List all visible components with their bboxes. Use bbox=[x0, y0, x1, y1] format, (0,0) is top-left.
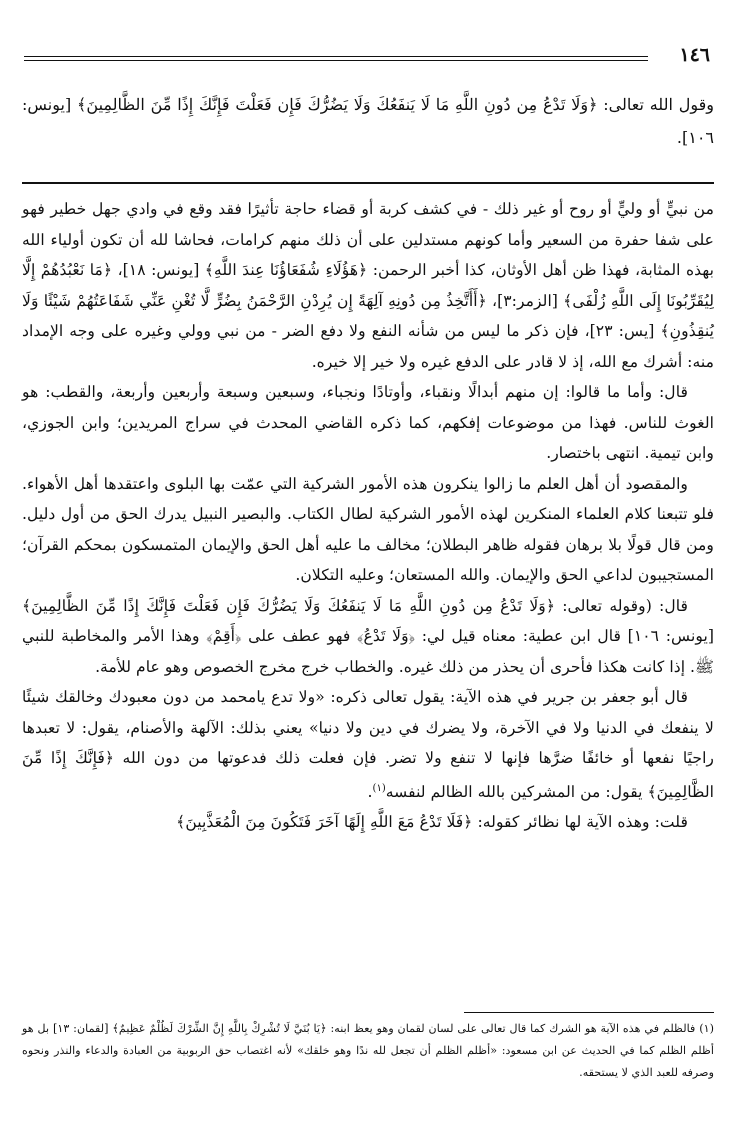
footnote-1: (١) فالظلم في هذه الآية هو الشرك كما قال تعالى على لسان لقمان وهو يعظ ابنه: ﴿يَا بُنَيَّ لَا تُشْرِكْ بِاللَّهِ إِنَّ الشِّرْكَ لَظُلْمٌ عَظِيمٌ﴾ [لقمان: ١٣] بل هو أظلم الظلم كما في الحديث عن ابن مسعود: «أظلم الظلم أن تجعل لله ندًا وهو خلقك» لأنه اغتصاب حق الربوبية من العبادة والدعاء والنذر ونحوه وصرفه للعبد الذي لا يستحقه. bbox=[22, 1022, 714, 1079]
paragraph-4: قال: (وقوله تعالى: ﴿وَلَا تَدْعُ مِن دُونِ اللَّهِ مَا لَا يَنفَعُكَ وَلَا يَضُرُّكَ فَإِن فَعَلْتَ فَإِنَّكَ إِذًا مِّنَ الظَّالِمِينَ﴾ [يونس: ١٠٦] قال ابن عطية: معناه قيل لي: ﴿وَلَا تَدْعُ﴾ فهو عطف على ﴿أَقِمْ﴾ وهذا الأمر والمخاطبة للنبي ﷺ. إذا كانت هكذا فأحرى أن يحذر من ذلك غيره. والخطاب خرج مخرج الخصوص وهو عام للأمة. bbox=[22, 595, 714, 676]
paragraph-1: من نبيٍّ أو وليٍّ أو روح أو غير ذلك - في كشف كربة أو قضاء حاجة تأثيرًا فقد وقع في وادي جهل خطير فهو على شفا حفرة من السعير وأما كونهم مستدلين على أن ذلك منهم كرامات، فحاشا لله أن تكون أولياء الله بهذه المثابة، فهذا ظن أهل الأوثان، كذا أخبر الرحمن: ﴿هَؤُلَاءِ شُفَعَاؤُنَا عِندَ اللَّهِ﴾ [يونس: ١٨]، ﴿مَا نَعْبُدُهُمْ إِلَّا لِيُقَرِّبُونَا إِلَى اللَّهِ زُلْفَى﴾ [الزمر:٣]، ﴿أَأَتَّخِذُ مِن دُونِهِ آلِهَةً إِن يُرِدْنِ الرَّحْمَنُ بِضُرٍّ لَّا تُغْنِ عَنِّي شَفَاعَتُهُمْ شَيْئًا وَلَا يُنقِذُونِ﴾ [يس: ٢٣]، فإن ذكر ما ليس من شأنه النفع ولا دفع الضر - من نبي وولي وغيره على وجه الإمداد منه: أشرك مع الله، إذ لا قادر على الدفع غيره ولا خير إلا خيره. bbox=[22, 199, 714, 371]
paragraph-3: والمقصود أن أهل العلم ما زالوا ينكرون هذه الأمور الشركية التي عمّت بها البلوى واعتقدها أهل الأهواء. فلو تتبعنا كلام العلماء المنكرين لهذه الأمور الشركية لطال الكتاب. والبصير النبيل يدرك الحق من أول دليل. ومن قال قولًا بلا برهان فقوله ظاهر البطلان؛ مخالف ما عليه أهل الحق والإيمان المتمسكون بمحكم القرآن؛ المستجيبون لداعي الحق والإيمان. والله المستعان؛ وعليه التكلان. bbox=[22, 473, 714, 584]
paragraph-2: قال: وأما ما قالوا: إن منهم أبدالًا ونقباء، وأوتادًا ونجباء، وسبعين وسبعة وأربعين وأربعة، والقطب: هو الغوث للناس. فهذا من موضوعات إفكهم، كما ذكره القاضي المحدث في سراج المريدين؛ وابن الجوزي، وابن تيمية. انتهى باختصار. bbox=[22, 382, 714, 462]
footnote-rule bbox=[464, 1012, 714, 1013]
top-verse-text: وقول الله تعالى: ﴿وَلَا تَدْعُ مِن دُونِ اللَّهِ مَا لَا يَنفَعُكَ وَلَا يَضُرُّكَ فَإِن فَعَلْتَ فَإِنَّكَ إِذًا مِّنَ الظَّالِمِينَ﴾ [يونس: ١٠٦]. bbox=[22, 95, 714, 147]
footnote-marker: (١) bbox=[372, 782, 386, 794]
paragraph-5 bbox=[22, 682, 714, 807]
paragraph-5-text: قال أبو جعفر بن جرير في هذه الآية: يقول تعالى ذكره: «ولا تدع يامحمد من دون معبودك وخالقك شيئًا لا ينفعك في الدنيا ولا في الآخرة، ولا يضرك في دين ولا دنيا» يعني بذلك: الآلهة والأصنام، يقول: لا تعبدها راجيًا نفعها أو خائفًا ضرَّها فإنها لا تنفع ولا تضر. فإن فعلت ذلك فدعوتها من دون الله ﴿فَإِنَّكَ إِذًا مِّنَ الظَّالِمِينَ﴾ يقول: من المشركين بالله الظالم لنفسه bbox=[22, 687, 714, 801]
paragraph-6: قلت: وهذه الآية لها نظائر كقوله: ﴿فَلَا تَدْعُ مَعَ اللَّهِ إِلَهًا آخَرَ فَتَكُونَ مِنَ الْمُعَذَّبِينَ﴾ bbox=[176, 812, 688, 832]
section-divider bbox=[22, 182, 714, 184]
header-rule bbox=[24, 56, 648, 61]
page-header bbox=[24, 44, 710, 68]
footnotes bbox=[22, 1018, 714, 1084]
main-text bbox=[22, 194, 714, 838]
top-verse-block bbox=[22, 88, 714, 154]
page-number: ١٤٦ bbox=[679, 44, 710, 66]
paragraph-5-end: . bbox=[367, 781, 373, 801]
